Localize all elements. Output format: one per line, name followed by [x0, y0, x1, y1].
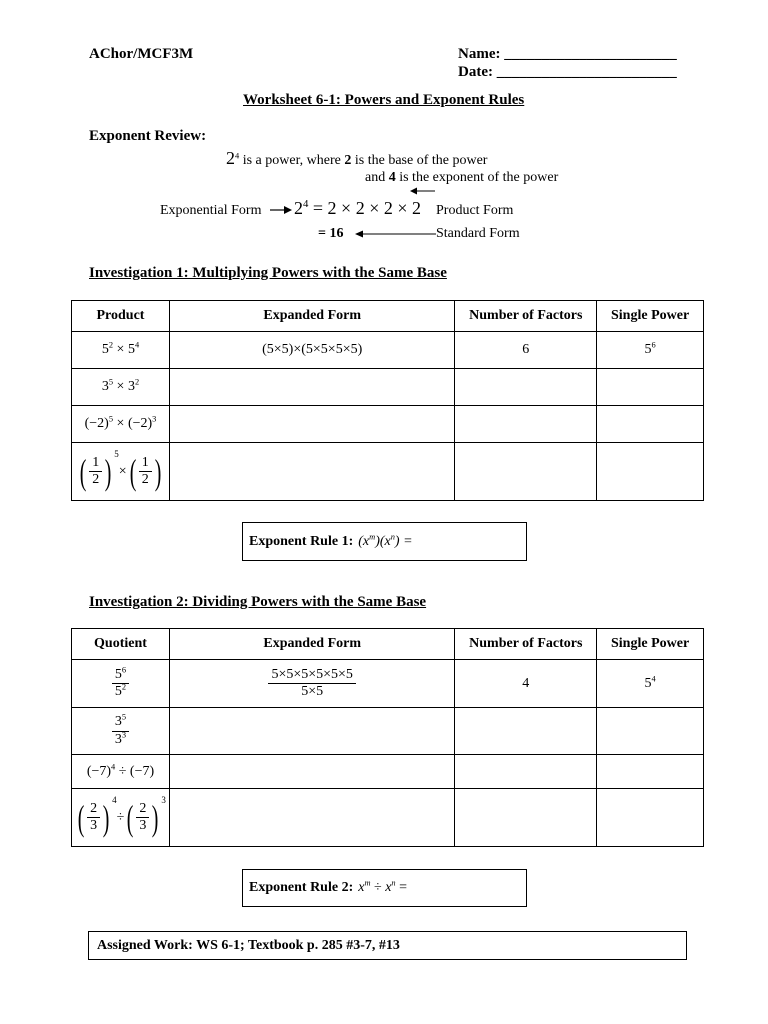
- expanded-form-answer[interactable]: [169, 755, 454, 789]
- table-row: [72, 369, 704, 406]
- header-expanded-form: Expanded Form: [169, 629, 454, 660]
- review-line-1: [226, 148, 487, 169]
- review-text: is a power, where: [239, 153, 345, 168]
- expanded-form-cell: $\frac{5\times 5\times 5\times 5\times 5\times 5}{5\times 5}$: [169, 660, 454, 708]
- quotient-cell: $\frac{3^5}{3^3}$: [72, 708, 170, 755]
- table-row: [72, 708, 704, 755]
- single-power-answer[interactable]: [597, 708, 704, 755]
- table-row: [72, 660, 704, 708]
- single-power-cell: $5^4$: [597, 660, 704, 708]
- factors-answer[interactable]: [455, 789, 597, 847]
- expr-product: = 2 × 2 × 2 × 2: [308, 198, 422, 218]
- review-text: and: [365, 170, 389, 185]
- investigation-1-heading: Investigation 1: Multiplying Powers with the Same Base: [89, 265, 447, 281]
- review-base-bold: 2: [344, 153, 352, 168]
- quotient-cell: ( $\frac{2}{3}$ ) $^4$ ÷ ( $\frac{2}{3}$ ) $^3$: [72, 789, 170, 847]
- header-single-power: Single Power: [597, 629, 704, 660]
- header-expanded-form: Expanded Form: [169, 301, 454, 332]
- multiplying-table: [71, 300, 704, 501]
- table-row: [72, 789, 704, 847]
- expanded-form-answer[interactable]: [169, 406, 454, 443]
- arrow-right-icon: [270, 205, 292, 215]
- product-cell: $5^2 \times 5^4$: [72, 332, 170, 369]
- single-power-answer[interactable]: [597, 406, 704, 443]
- power-exponent: 4: [235, 151, 240, 161]
- header-single-power: Single Power: [597, 301, 704, 332]
- factors-answer[interactable]: [455, 406, 597, 443]
- rule-1-label: Exponent Rule 1:: [249, 533, 354, 549]
- review-line-2: [365, 170, 558, 186]
- single-power-answer[interactable]: [597, 755, 704, 789]
- factors-answer[interactable]: [455, 708, 597, 755]
- single-power-answer[interactable]: [597, 443, 704, 501]
- exponent-rule-2-box[interactable]: [242, 869, 527, 907]
- dividing-table: [71, 628, 704, 847]
- exponent-rule-1-box[interactable]: [242, 522, 527, 561]
- name-field-label: Name: _______________________: [458, 46, 677, 62]
- table-row: [72, 443, 704, 501]
- exponential-form-label: Exponential Form: [160, 203, 262, 218]
- single-power-answer[interactable]: [597, 789, 704, 847]
- arrow-left-icon: [410, 186, 436, 196]
- arrow-left-long-icon: [355, 229, 437, 239]
- assigned-work-box: [88, 931, 687, 960]
- factors-cell: 6: [455, 332, 597, 369]
- table-row: [72, 755, 704, 789]
- header-number-of-factors: Number of Factors: [455, 301, 597, 332]
- standard-value: = 16: [318, 226, 344, 241]
- header-quotient: Quotient: [72, 629, 170, 660]
- product-cell: ( $\frac{1}{2}$ ) $^5$ × ( $\frac{1}{2}$ ): [72, 443, 170, 501]
- review-heading: Exponent Review:: [89, 128, 207, 144]
- expr-exponent: 4: [303, 198, 309, 210]
- expr-base: 2: [294, 198, 303, 218]
- header-product: Product: [72, 301, 170, 332]
- expanded-form-answer[interactable]: [169, 443, 454, 501]
- expanded-form-answer[interactable]: [169, 708, 454, 755]
- rule-2-label: Exponent Rule 2:: [249, 880, 354, 895]
- quotient-cell: $(-7)^4 \div (-7)$: [72, 755, 170, 789]
- table-row: [72, 332, 704, 369]
- table-header-row: [72, 301, 704, 332]
- single-power-answer[interactable]: [597, 369, 704, 406]
- course-code: AChor/MCF3M: [89, 46, 194, 62]
- quotient-cell: $\frac{5^6}{5^2}$: [72, 660, 170, 708]
- factors-answer[interactable]: [455, 443, 597, 501]
- power-base: 2: [226, 148, 235, 168]
- product-expression: [294, 198, 421, 219]
- date-field-label: Date: ________________________: [458, 64, 677, 80]
- worksheet-title: Worksheet 6-1: Powers and Exponent Rules: [243, 92, 525, 108]
- investigation-2-heading: Investigation 2: Dividing Powers with the Same Base: [89, 594, 427, 610]
- assigned-work-text: Assigned Work: WS 6-1; Textbook p. 285 #3-7, #13: [97, 937, 400, 953]
- standard-form-label: Standard Form: [436, 226, 520, 241]
- table-row: [72, 406, 704, 443]
- expanded-form-answer[interactable]: [169, 789, 454, 847]
- review-text: is the exponent of the power: [395, 170, 559, 185]
- review-text: is the base of the power: [351, 153, 488, 168]
- product-cell: $(-2)^5 \times (-2)^3$: [72, 406, 170, 443]
- product-cell: $3^5 \times 3^2$: [72, 369, 170, 406]
- header-number-of-factors: Number of Factors: [455, 629, 597, 660]
- factors-cell: 4: [455, 660, 597, 708]
- expanded-form-cell: (5×5)×(5×5×5×5): [169, 332, 454, 369]
- table-header-row: [72, 629, 704, 660]
- rule-1-expression: $(x^m)(x^n)$ =: [358, 531, 413, 549]
- product-form-label: Product Form: [436, 203, 514, 218]
- single-power-cell: $5^6$: [597, 332, 704, 369]
- factors-answer[interactable]: [455, 369, 597, 406]
- rule-2-expression: $x^m \div x^n$ =: [358, 878, 408, 895]
- review-exp-bold: 4: [388, 170, 396, 185]
- expanded-form-answer[interactable]: [169, 369, 454, 406]
- factors-answer[interactable]: [455, 755, 597, 789]
